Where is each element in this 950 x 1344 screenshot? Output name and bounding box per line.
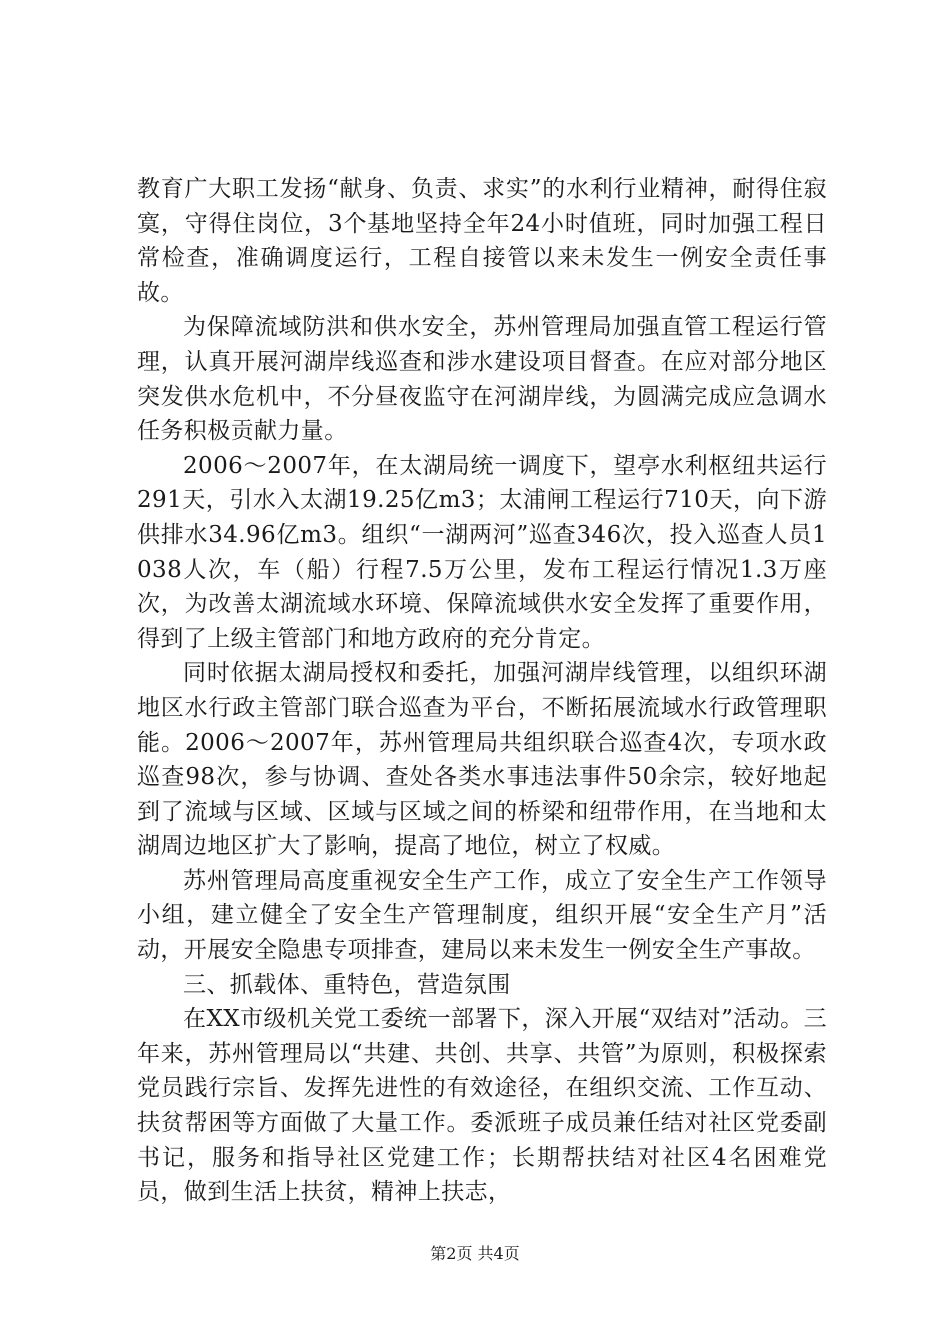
- page-number-footer: 第2页 共4页: [430, 1244, 520, 1263]
- paragraph-flood-control: 为保障流域防洪和供水安全，苏州管理局加强直管工程运行管理，认真开展河湖岸线巡查和涉水建设项目督查。在应对部分地区突发供水危机中，不分昼夜监守在河湖岸线，为圆满完成应急调水任务积极贡献力量。: [137, 314, 827, 445]
- paragraph-operation-statistics: 2006～2007年，在太湖局统一调度下，望亭水利枢纽共运行291天，引水入太湖19.25亿m3；太浦闸工程运行710天，向下游供排水34.96亿m3。组织“一湖两河”巡查346次，投入巡查人员1038人次，车（船）行程7.5万公里，发布工程运行情况1.3万座次，为改善太湖流域水环境、保障流域供水安全发挥了重要作用，得到了上级主管部门和地方政府的充分肯定。: [137, 452, 827, 652]
- paragraph-joint-inspection: 同时依据太湖局授权和委托，加强河湖岸线管理，以组织环湖地区水行政主管部门联合巡查为平台，不断拓展流域水行政管理职能。2006～2007年，苏州管理局共组织联合巡查4次，专项水政巡查98次，参与协调、查处各类水事违法事件50余宗，较好地起到了流域与区域、区域与区域之间的桥梁和纽带作用，在当地和太湖周边地区扩大了影响，提高了地位，树立了权威。: [137, 660, 827, 860]
- document-body: [137, 172, 827, 1210]
- paragraph-continuation: 教育广大职工发扬“献身、负责、求实”的水利行业精神，耐得住寂寞，守得住岗位，3个基地坚持全年24小时值班，同时加强工程日常检查，准确调度运行，工程自接管以来未发生一例安全责任事故。: [137, 176, 827, 306]
- paragraph-safety-production: 苏州管理局高度重视安全生产工作，成立了安全生产工作领导小组，建立健全了安全生产管理制度，组织开展“安全生产月”活动，开展安全隐患专项排查，建局以来未发生一例安全生产事故。: [137, 867, 827, 964]
- section-heading: 三、抓载体、重特色，营造氛围: [183, 971, 511, 998]
- paragraph-double-pairing: 在XX市级机关党工委统一部署下，深入开展“双结对”活动。三年来，苏州管理局以“共建、共创、共享、共管”为原则，积极探索党员践行宗旨、发挥先进性的有效途径，在组织交流、工作互动、扶贫帮困等方面做了大量工作。委派班子成员兼任结对社区党委副书记，服务和指导社区党建工作；长期帮扶结对社区4名困难党员，做到生活上扶贫，精神上扶志，: [137, 1006, 827, 1206]
